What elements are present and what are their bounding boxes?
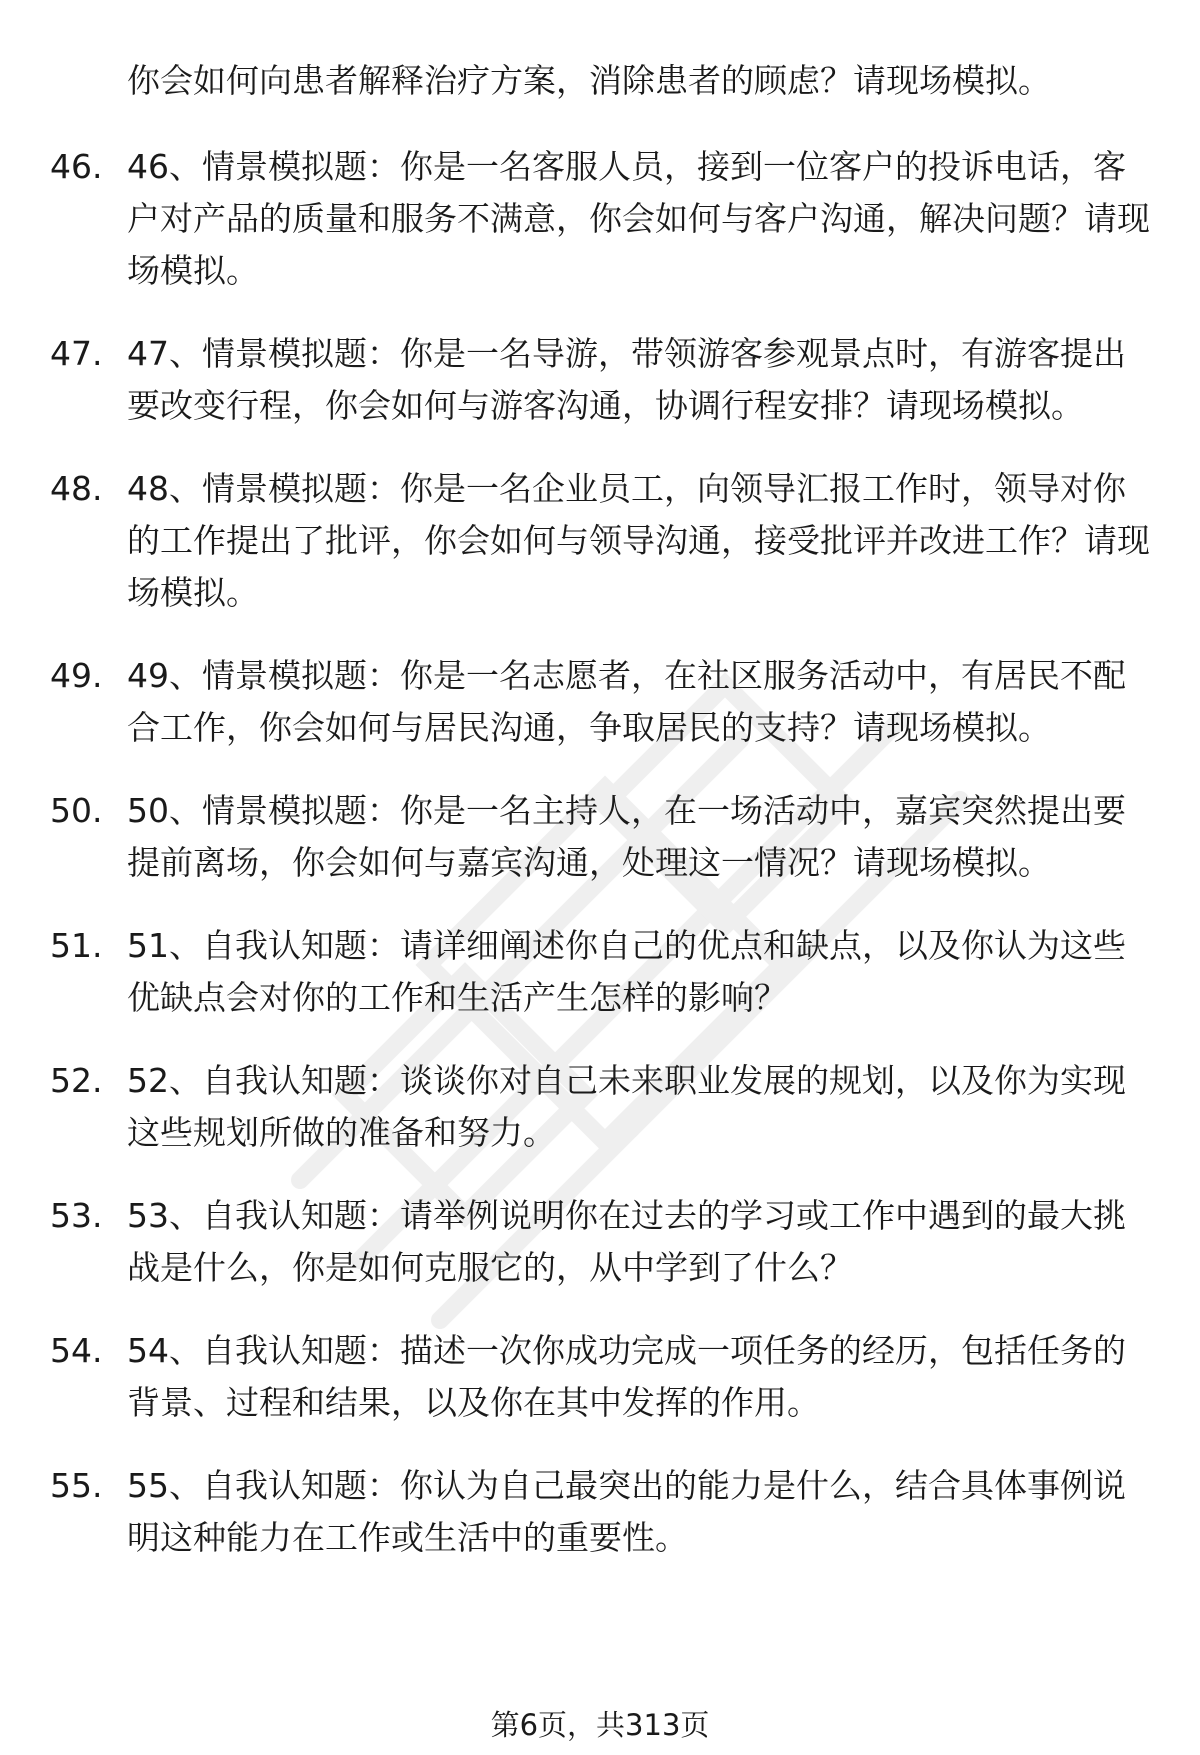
list-item	[0, 463, 1200, 619]
list-item	[0, 785, 1200, 889]
list-item	[0, 1190, 1200, 1294]
list-item	[0, 328, 1200, 432]
list-item	[0, 141, 1200, 297]
list-item-text: 50、情景模拟题：你是一名主持人，在一场活动中，嘉宾突然提出要提前离场，你会如何与嘉宾沟通，处理这一情况？请现场模拟。	[127, 791, 1126, 882]
list-item	[0, 1055, 1200, 1159]
list-item-number: 52.	[50, 1061, 103, 1100]
list-item-number: 50.	[50, 791, 103, 830]
list-item-text: 46、情景模拟题：你是一名客服人员，接到一位客户的投诉电话，客户对产品的质量和服务不满意，你会如何与客户沟通，解决问题？请现场模拟。	[127, 147, 1150, 290]
list-item-number: 49.	[50, 656, 103, 695]
list-item-number: 54.	[50, 1331, 103, 1370]
list-item-number: 47.	[50, 334, 103, 373]
list-item-text: 54、自我认知题：描述一次你成功完成一项任务的经历，包括任务的背景、过程和结果，以及你在其中发挥的作用。	[127, 1331, 1126, 1422]
list-item-number: 51.	[50, 926, 103, 965]
list-item-text: 51、自我认知题：请详细阐述你自己的优点和缺点，以及你认为这些优缺点会对你的工作和生活产生怎样的影响？	[127, 926, 1126, 1017]
page-number-footer: 第6页，共313页	[490, 1708, 710, 1742]
list-item-text: 49、情景模拟题：你是一名志愿者，在社区服务活动中，有居民不配合工作，你会如何与居民沟通，争取居民的支持？请现场模拟。	[127, 656, 1126, 747]
list-item-text: 55、自我认知题：你认为自己最突出的能力是什么，结合具体事例说明这种能力在工作或生活中的重要性。	[127, 1466, 1126, 1557]
list-item-number: 55.	[50, 1466, 103, 1505]
question-list	[0, 141, 1200, 1595]
list-item-number: 53.	[50, 1196, 103, 1235]
list-item-text: 48、情景模拟题：你是一名企业员工，向领导汇报工作时，领导对你的工作提出了批评，你会如何与领导沟通，接受批评并改进工作？请现场模拟。	[127, 469, 1150, 612]
list-item-text: 52、自我认知题：谈谈你对自己未来职业发展的规划，以及你为实现这些规划所做的准备和努力。	[127, 1061, 1126, 1152]
list-item-number: 48.	[50, 469, 103, 508]
continued-question-line: 你会如何向患者解释治疗方案，消除患者的顾虑？请现场模拟。	[127, 61, 1051, 100]
list-item	[0, 1325, 1200, 1429]
list-item	[0, 650, 1200, 754]
list-item-number: 46.	[50, 147, 103, 186]
list-item-text: 53、自我认知题：请举例说明你在过去的学习或工作中遇到的最大挑战是什么，你是如何克服它的，从中学到了什么？	[127, 1196, 1126, 1287]
list-item-text: 47、情景模拟题：你是一名导游，带领游客参观景点时，有游客提出要改变行程，你会如何与游客沟通，协调行程安排？请现场模拟。	[127, 334, 1126, 425]
list-item	[0, 920, 1200, 1024]
list-item	[0, 1460, 1200, 1564]
